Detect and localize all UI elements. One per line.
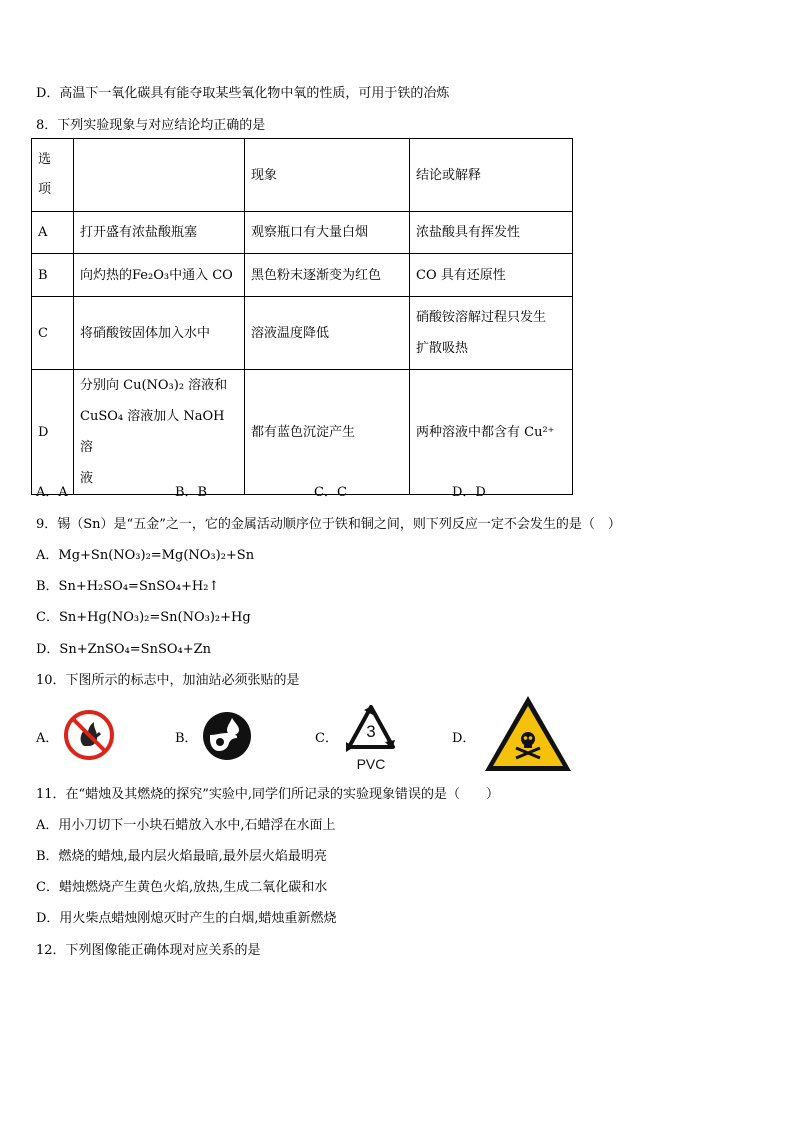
table-cell: 溶液温度降低 (245, 297, 410, 370)
table-cell: B (32, 254, 74, 297)
q10-option-d-label[interactable]: D． (452, 731, 476, 746)
q10-option-b-label[interactable]: B． (175, 731, 198, 746)
q9-option-d[interactable]: D．Sn+ZnSO₄=SnSO₄+Zn (36, 642, 212, 657)
q11-stem: 11．在“蜡烛及其燃烧的探究”实验中,同学们所记录的实验现象错误的是（ ） (36, 787, 499, 802)
table-row (32, 297, 573, 370)
q9-option-b[interactable]: B．Sn+H₂SO₄=SnSO₄+H₂↑ (36, 579, 220, 594)
q10-stem: 10．下图所示的标志中，加油站必须张贴的是 (36, 673, 300, 688)
table-cell: C (32, 297, 74, 370)
water-saving-sign-icon[interactable] (202, 711, 252, 761)
q10-option-c-label[interactable]: C． (315, 731, 338, 746)
table-row (32, 370, 573, 495)
table-header-cell: 选 项 (32, 139, 74, 212)
q11-option-a[interactable]: A．用小刀切下一小块石蜡放入水中,石蜡浮在水面上 (36, 818, 336, 833)
q12-stem: 12．下列图像能正确体现对应关系的是 (36, 943, 261, 958)
table-header-cell: 结论或解释 (410, 139, 573, 212)
q11-option-d[interactable]: D．用火柴点蜡烛刚熄灭时产生的白烟,蜡烛重新燃烧 (36, 911, 337, 926)
no-fire-sign-icon[interactable] (62, 708, 116, 762)
recycle-number: 3 (366, 722, 376, 741)
toxic-warning-sign-icon[interactable] (483, 694, 573, 774)
table-cell: 两种溶液中都含有 Cu²⁺ (410, 370, 573, 495)
q9-stem: 9．锡（Sn）是“五金”之一，它的金属活动顺序位于铁和铜之间，则下列反应一定不会发生的是（ ） (36, 517, 621, 532)
q11-option-b[interactable]: B．燃烧的蜡烛,最内层火焰最暗,最外层火焰最明亮 (36, 849, 327, 864)
q8-option-a[interactable]: A．A (36, 485, 68, 500)
table-header-cell: 现象 (245, 139, 410, 212)
table-cell: 将硝酸铵固体加入水中 (74, 297, 245, 370)
q8-options (36, 481, 596, 501)
q11-option-c[interactable]: C．蜡烛燃烧产生黄色火焰,放热,生成二氧化碳和水 (36, 880, 328, 895)
q9-option-a[interactable]: A．Mg+Sn(NO₃)₂=Mg(NO₃)₂+Sn (36, 548, 255, 563)
q7-option-d: D．高温下一氧化碳具有能夺取某些氧化物中氧的性质，可用于铁的冶炼 (36, 86, 450, 101)
q8-table (31, 138, 573, 495)
table-header-cell (74, 139, 245, 212)
q8-stem: 8．下列实验现象与对应结论均正确的是 (36, 118, 266, 133)
q10-signs (0, 700, 794, 780)
q8-option-d[interactable]: D．D (452, 485, 486, 500)
table-row (32, 212, 573, 254)
table-cell: 观察瓶口有大量白烟 (245, 212, 410, 254)
table-cell: 硝酸铵溶解过程只发生 扩散吸热 (410, 297, 573, 370)
q9-option-c[interactable]: C．Sn+Hg(NO₃)₂=Sn(NO₃)₂+Hg (36, 610, 251, 625)
table-cell: 浓盐酸具有挥发性 (410, 212, 573, 254)
table-cell: A (32, 212, 74, 254)
recycle-code: PVC (356, 756, 386, 772)
recycle-pvc-sign-icon[interactable] (340, 702, 402, 774)
table-cell: 打开盛有浓盐酸瓶塞 (74, 212, 245, 254)
q10-option-a-label[interactable]: A． (36, 731, 59, 746)
table-cell: 向灼热的Fe₂O₃中通入 CO (74, 254, 245, 297)
q8-option-b[interactable]: B．B (175, 485, 208, 500)
table-cell: 分别向 Cu(NO₃)₂ 溶液和 CuSO₄ 溶液加人 NaOH 溶 液 (74, 370, 245, 495)
table-cell: 黑色粉末逐渐变为红色 (245, 254, 410, 297)
table-cell: D (32, 370, 74, 495)
table-cell: CO 具有还原性 (410, 254, 573, 297)
table-cell: 都有蓝色沉淀产生 (245, 370, 410, 495)
table-row (32, 254, 573, 297)
q8-option-c[interactable]: C．C (314, 485, 347, 500)
